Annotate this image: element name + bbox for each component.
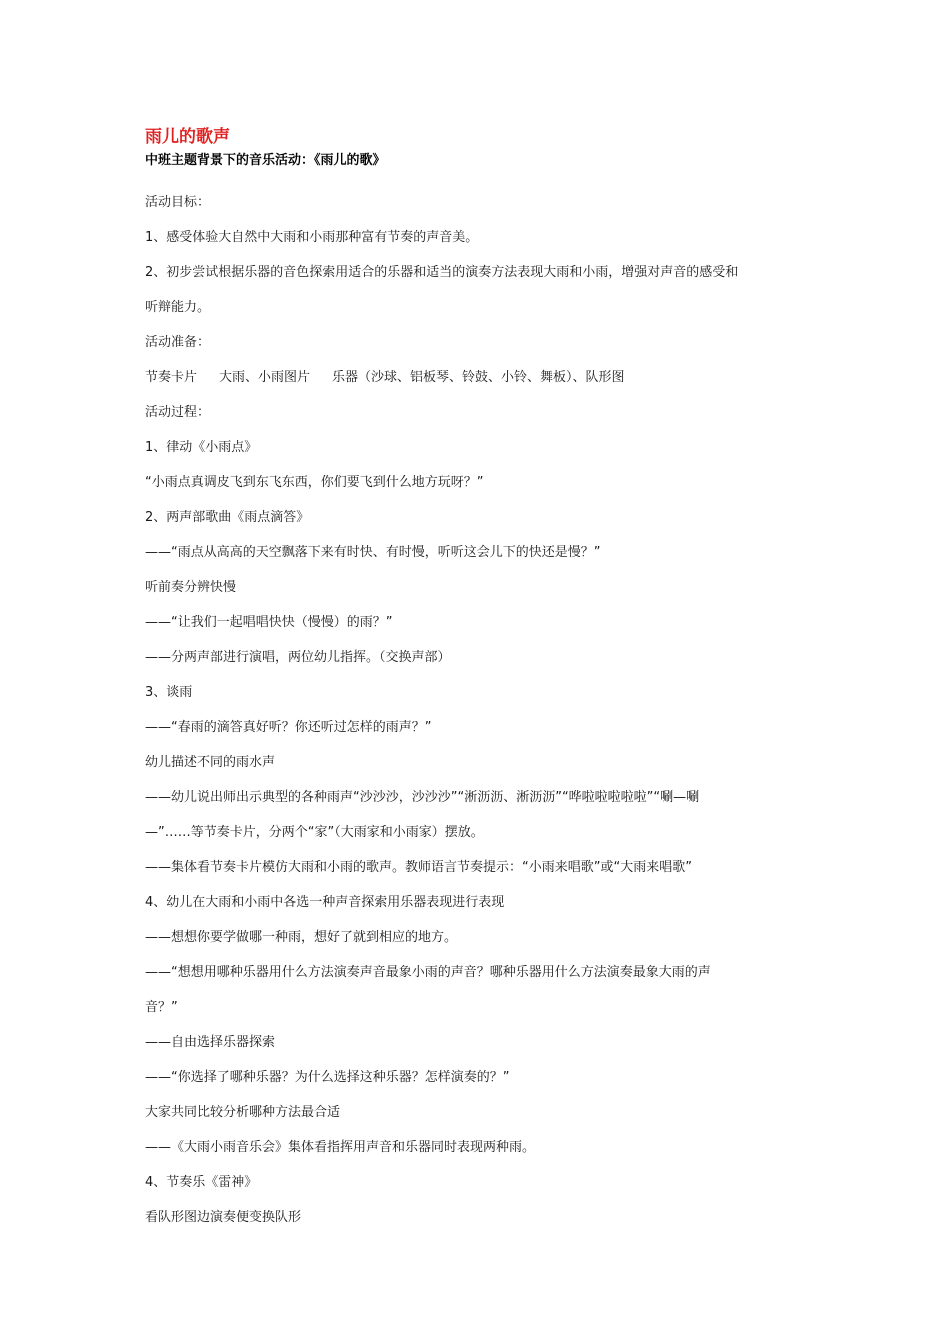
paragraph: ——集体看节奏卡片模仿大雨和小雨的歌声。教师语言节奏提示：“小雨来唱歌”或“大雨来唱歌” (145, 860, 692, 875)
paragraph: 3、谈雨 (145, 685, 193, 700)
paragraph: 活动目标： (145, 195, 211, 210)
preparation-item: 节奏卡片 (145, 370, 198, 385)
paragraph: ——自由选择乐器探索 (145, 1035, 276, 1050)
paragraph: ——幼儿说出师出示典型的各种雨声“沙沙沙，沙沙沙”“淅沥沥、淅沥沥”“哗啦啦啦啦啦”“唰—唰 (145, 790, 700, 805)
preparation-item: 乐器（沙球、铝板琴、铃鼓、小铃、舞板）、队形图 (332, 370, 625, 385)
paragraph: ——“让我们一起唱唱快快（慢慢）的雨？” (145, 615, 393, 630)
paragraph: 听前奏分辨快慢 (145, 580, 237, 595)
paragraph: 4、幼儿在大雨和小雨中各选一种声音探索用乐器表现进行表现 (145, 895, 505, 910)
paragraph: —”……等节奏卡片，分两个“家”（大雨家和小雨家）摆放。 (145, 825, 484, 840)
paragraph: 活动准备： (145, 335, 211, 350)
paragraph: ——“想想用哪种乐器用什么方法演奏声音最象小雨的声音？哪种乐器用什么方法演奏最象大雨的声 (145, 965, 711, 980)
paragraph: ——“雨点从高高的天空飘落下来有时快、有时慢，听听这会儿下的快还是慢？” (145, 545, 601, 560)
paragraph: ——分两声部进行演唱，两位幼儿指挥。（交换声部） (145, 650, 451, 665)
paragraph: 幼儿描述不同的雨水声 (145, 755, 276, 770)
preparation-line (145, 360, 815, 395)
paragraph: 看队形图边演奏便变换队形 (145, 1210, 302, 1225)
document-body (145, 124, 815, 1235)
paragraph: “小雨点真调皮飞到东飞东西，你们要飞到什么地方玩呀？” (145, 475, 484, 490)
paragraph: 2、初步尝试根据乐器的音色探索用适合的乐器和适当的演奏方法表现大雨和小雨，增强对声音的感受和 (145, 265, 739, 280)
paragraph: ——《大雨小雨音乐会》集体看指挥用声音和乐器同时表现两种雨。 (145, 1140, 536, 1155)
document-subtitle: 中班主题背景下的音乐活动：《雨儿的歌》 (145, 153, 386, 168)
paragraph: 2、两声部歌曲《雨点滴答》 (145, 510, 310, 525)
paragraph: 音？” (145, 1000, 178, 1015)
paragraph: 1、律动《小雨点》 (145, 440, 258, 455)
paragraph: 活动过程： (145, 405, 211, 420)
preparation-item: 大雨、小雨图片 (219, 370, 311, 385)
paragraph: 听辩能力。 (145, 300, 211, 315)
paragraph: 大家共同比较分析哪种方法最合适 (145, 1105, 341, 1120)
paragraph: 1、感受体验大自然中大雨和小雨那种富有节奏的声音美。 (145, 230, 479, 245)
paragraph: ——“你选择了哪种乐器？为什么选择这种乐器？怎样演奏的？” (145, 1070, 510, 1085)
paragraph: 4、节奏乐《雷神》 (145, 1175, 258, 1190)
paragraph: ——想想你要学做哪一种雨，想好了就到相应的地方。 (145, 930, 458, 945)
document-title: 雨儿的歌声 (145, 127, 230, 147)
paragraph: ——“春雨的滴答真好听？你还听过怎样的雨声？” (145, 720, 432, 735)
